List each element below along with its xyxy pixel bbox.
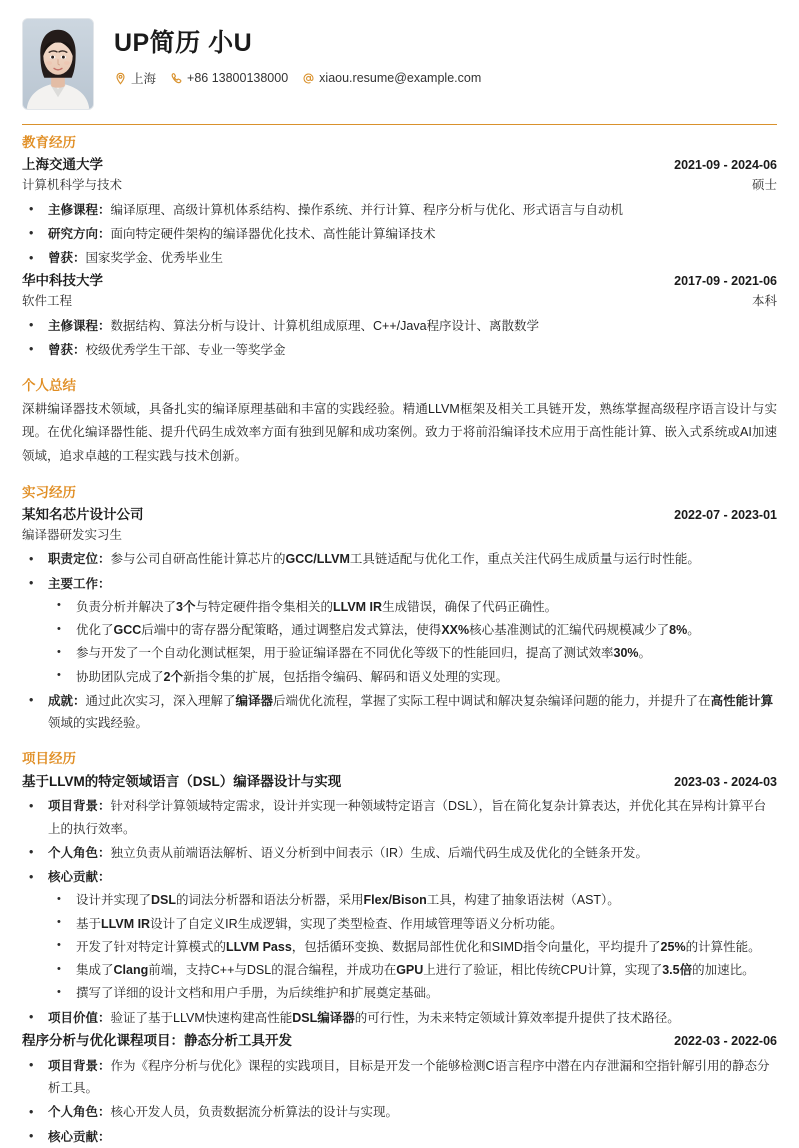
entry-organization: 某知名芯片设计公司 [22, 506, 144, 522]
bullet-text: 编译原理、高级计算机体系结构、操作系统、并行计算、程序分析与优化、形式语言与自动机 [110, 202, 624, 217]
entry-sub-bullet-list [48, 596, 777, 688]
bullet-lead: 主要工作： [48, 576, 111, 591]
resume-entry [22, 1031, 777, 1148]
section-summary [22, 376, 777, 468]
entry-title-row [22, 155, 777, 176]
bullet-lead: 核心贡献： [48, 1129, 111, 1144]
bullet-lead: 项目背景： [48, 1058, 111, 1073]
bullet-item [22, 842, 777, 864]
sub-bullet-item: • 参与开发了一个自动化测试框架，用于验证编译器在不同优化等级下的性能回归，提高了测试效率30%。 [48, 642, 777, 664]
bullet-lead: 主修课程： [48, 202, 111, 217]
avatar [22, 18, 94, 110]
education-entries [22, 155, 777, 361]
project-entries [22, 772, 777, 1148]
section-education [22, 133, 777, 361]
section-title-education: 教育经历 [22, 135, 76, 150]
bullet-text: 验证了基于LLVM快速构建高性能DSL编译器的可行性，为未来特定领域计算效率提升提供了技术路径。 [110, 1010, 680, 1025]
bullet-item [22, 1055, 777, 1100]
bullet-lead: 个人角色： [48, 1105, 111, 1120]
entry-title-row [22, 772, 777, 793]
entry-organization: 华中科技大学 [22, 273, 103, 289]
bullet-item [22, 247, 777, 269]
bullet-item [22, 866, 777, 1005]
entry-bullet-list [22, 199, 777, 270]
bullet-text: 针对科学计算领域特定需求，设计并实现一种领域特定语言（DSL），旨在简化复杂计算表达，并优化其在异构计算平台上的执行效率。 [48, 799, 767, 836]
bullet-item [22, 690, 777, 735]
bullet-text: 参与公司自研高性能计算芯片的GCC/LLVM工具链适配与优化工作，重点关注代码生成质量与运行时性能。 [110, 552, 700, 567]
entry-title-row [22, 505, 777, 526]
entry-date-range: 2022-03 - 2022-06 [674, 1033, 777, 1048]
sub-bullet-item: • 优化了GCC后端中的寄存器分配策略，通过调整启发式算法，使得XX%核心基准测试的汇编代码规模减少了8%。 [48, 619, 777, 641]
bullet-text: 国家奖学金、优秀毕业生 [85, 251, 224, 266]
resume-entry [22, 772, 777, 1029]
entry-qualification: 本科 [751, 294, 777, 309]
entry-date-range: 2022-07 - 2023-01 [674, 507, 777, 522]
bullet-item [22, 315, 777, 337]
bullet-item [22, 1007, 777, 1029]
contact-location [114, 69, 156, 87]
entry-subtitle-row [22, 292, 777, 311]
bullet-item [22, 339, 777, 361]
contact-phone-text: +86 13800138000 [187, 71, 289, 85]
contact-email [302, 71, 481, 85]
sub-bullet-item: • 协助团队完成了2个新指令集的扩展，包括指令编码、解码和语义处理的实现。 [48, 666, 777, 688]
header-info [114, 18, 777, 87]
contact-email-text: xiaou.resume@example.com [319, 71, 482, 85]
entry-bullet-list [22, 795, 777, 1029]
sub-bullet-item: • 负责分析并解决了3个与特定硬件指令集相关的LLVM IR生成错误，确保了代码正确性。 [48, 596, 777, 618]
entry-bullet-list [22, 548, 777, 734]
bullet-text: 独立负责从前端语法解析、语义分析到中间表示（IR）生成、后端代码生成及优化的全链条开发。 [110, 845, 649, 860]
bullet-lead: 核心贡献： [48, 870, 111, 885]
contact-location-text: 上海 [131, 72, 157, 86]
bullet-lead: 曾获： [48, 251, 86, 266]
sub-bullet-item: • 撰写了详细的设计文档和用户手册，为后续维护和扩展奠定基础。 [48, 982, 777, 1004]
bullet-item [22, 223, 777, 245]
resume-entry [22, 505, 777, 734]
entry-bullet-list [22, 315, 777, 362]
internship-entries [22, 505, 777, 734]
entry-subtitle: 编译器研发实习生 [22, 527, 123, 542]
bullet-item [22, 199, 777, 221]
entry-subtitle: 计算机科学与技术 [22, 178, 123, 193]
sub-bullet-item: • 开发了针对特定计算模式的LLVM Pass，包括循环变换、数据局部性优化和SIMD指令向量化，平均提升了25%的计算性能。 [48, 936, 777, 958]
entry-organization: 上海交通大学 [22, 157, 103, 173]
contact-phone [170, 71, 288, 85]
entry-date-range: 2017-09 - 2021-06 [674, 274, 777, 289]
bullet-text: 校级优秀学生干部、专业一等奖学金 [85, 342, 286, 357]
location-pin-icon [114, 72, 127, 85]
contact-list [114, 69, 777, 87]
entry-title-row [22, 271, 777, 292]
bullet-lead: 职责定位： [48, 552, 111, 567]
candidate-name: UP简历 小U [114, 29, 253, 57]
at-email-icon [302, 72, 315, 85]
bullet-item [22, 573, 777, 688]
bullet-item [22, 1126, 777, 1148]
bullet-lead: 成就： [48, 693, 86, 708]
bullet-text: 通过此次实习，深入理解了编译器后端优化流程，掌握了实际工程中调试和解决复杂编译问题的能力，并提升了在高性能计算领域的实践经验。 [48, 693, 774, 731]
phone-icon [170, 72, 183, 85]
resume-entry [22, 155, 777, 269]
bullet-lead: 曾获： [48, 342, 86, 357]
section-internship [22, 483, 777, 735]
bullet-lead: 项目价值： [48, 1010, 111, 1025]
resume-header [22, 18, 777, 124]
sub-bullet-item: • 基于LLVM IR设计了自定义IR生成逻辑，实现了类型检查、作用域管理等语义分析功能。 [48, 913, 777, 935]
entry-subtitle-row [22, 176, 777, 195]
entry-date-range: 2021-09 - 2024-06 [674, 158, 777, 173]
entry-qualification: 硕士 [751, 178, 777, 193]
sub-bullet-item: • 集成了Clang前端，支持C++与DSL的混合编程，并成功在GPU上进行了验证，相比传统CPU计算，实现了3.5倍的加速比。 [48, 959, 777, 981]
entry-date-range: 2023-03 - 2024-03 [674, 774, 777, 789]
header-divider [22, 124, 777, 125]
bullet-lead: 研究方向： [48, 226, 111, 241]
entry-subtitle-row [22, 526, 777, 545]
entry-sub-bullet-list [48, 889, 777, 1004]
bullet-item [22, 795, 777, 840]
bullet-lead: 主修课程： [48, 318, 111, 333]
resume-entry [22, 271, 777, 361]
bullet-text: 核心开发人员，负责数据流分析算法的设计与实现。 [110, 1105, 399, 1120]
entry-title-row [22, 1031, 777, 1052]
bullet-item [22, 548, 777, 570]
section-projects [22, 749, 777, 1148]
bullet-text: 作为《程序分析与优化》课程的实践项目，目标是开发一个能够检测C语言程序中潜在内存泄漏和空指针解引用的静态分析工具。 [48, 1058, 770, 1096]
bullet-text: 数据结构、算法分析与设计、计算机组成原理、C++/Java程序设计、离散数学 [110, 318, 540, 333]
section-title-projects: 项目经历 [22, 751, 76, 767]
summary-text: 深耕编译器技术领域，具备扎实的编译原理基础和丰富的实践经验。精通LLVM框架及相关工具链开发，熟练掌握高级程序语言设计与实现。在优化编译器性能、提升代码生成效率方面有独到见解和成功案例。致力于将前沿编译技术应用于高性能计算、嵌入式系统或AI加速领域，追求卓越的工程实践与技术创新。 [22, 402, 777, 463]
bullet-text: 面向特定硬件架构的编译器优化技术、高性能计算编译技术 [110, 226, 436, 241]
bullet-lead: 个人角色： [48, 845, 111, 860]
sub-bullet-item: • 设计并实现了DSL的词法分析器和语法分析器，采用Flex/Bison工具，构建了抽象语法树（AST）。 [48, 889, 777, 911]
entry-organization: 基于LLVM的特定领域语言（DSL）编译器设计与实现 [22, 773, 342, 789]
bullet-lead: 项目背景： [48, 799, 111, 814]
entry-bullet-list [22, 1055, 777, 1148]
entry-organization: 程序分析与优化课程项目：静态分析工具开发 [22, 1032, 292, 1048]
entry-subtitle: 软件工程 [22, 294, 73, 309]
bullet-item [22, 1101, 777, 1123]
section-title-summary: 个人总结 [22, 378, 76, 394]
section-title-internship: 实习经历 [22, 484, 76, 500]
